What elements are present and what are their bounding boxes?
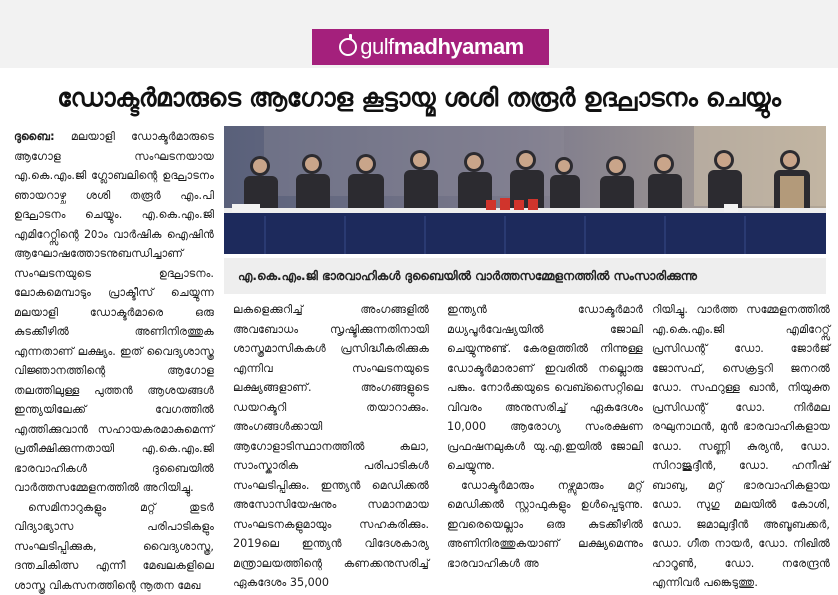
paragraph-6: റിയിച്ചു. വാർത്ത സമ്മേളനത്തിൽ എ.കെ.എം.ജി എമിറേറ്റ്സ് പ്രസിഡന്റ് ഡോ. ജോർജ് ജോസഫ്, സെക്രട്ടറി ജനറൽ ഡോ. സഫറുള്ള ഖാൻ, നിയുക്ത പ്രസിഡന്റ് ഡോ. നിർമല രഘുനാഥൻ, മുൻ ഭാരവാഹികളായ ഡോ. സണ്ണി കുര്യൻ, ഡോ. സിറാജുദ്ദീൻ, ഡോ. ഹനീഷ് ബാബു, മറ്റ് ഭാരവാഹികളായ ഡോ. സുഗു മലയിൽ കോശി, ഡോ. ജമാലുദ്ദീൻ അബൂബക്കർ, ഡോ. ഗീത നായർ, ഡോ. നിഖിൽ ഹാറൂൺ, ഡോ. നരേന്ദ്രൻ എന്നിവർ പങ്കെടുത്തു. bbox=[652, 300, 830, 593]
paragraph-4: ഇന്ത്യൻ ഡോക്ടർമാർ മധ്യപൂർവേഷ്യയിൽ ജോലി ചെയ്യുന്നുണ്ട്. കേരളത്തിൽ നിന്നുള്ള ഡോക്ടർമാരാണ് ഇവരിൽ നല്ലൊരു പങ്കും. നോർക്കയുടെ വെബ്സൈറ്റിലെ വിവരം അനുസരിച്ച് ഏകദേശം 10,000 ആരോഗ്യ സംരക്ഷണ പ്രഫഷനലുകൾ യു.എ.ഇയിൽ ജോലി ചെയ്യുന്നു. bbox=[447, 300, 643, 476]
paragraph-3: ലകളെക്കുറിച്ച് അംഗങ്ങളിൽ അവബോധം സൃഷ്ടിക്കുന്നതിനായി ശാസ്ത്രമാസികകൾ പ്രസിദ്ധീകരിക്കുക എന്നിവ സംഘടനയുടെ ലക്ഷ്യങ്ങളാണ്. അംഗങ്ങളുടെ ഡയറക്ടറി തയാറാക്കും. അംഗങ്ങൾക്കായി ആഗോളാടിസ്ഥാനത്തിൽ കലാ, സാംസ്കാരിക പരിപാടികൾ സംഘടിപ്പിക്കും. ഇന്ത്യൻ മെഡിക്കൽ അസോസിയേഷനും സമാനമായ സംഘടനകളുമായും സഹകരിക്കും. 2019ലെ ഇന്ത്യൻ വിദേശകാര്യ മന്ത്രാലയത്തിന്റെ കണക്കനുസരിച്ച് ഏകദേശം 35,000 bbox=[233, 300, 429, 593]
press-conference-image bbox=[224, 126, 826, 254]
logo-mark-icon bbox=[339, 38, 357, 56]
article-column-2 bbox=[233, 300, 429, 593]
article-column-4 bbox=[652, 300, 830, 593]
article-headline: ഡോക്ടർമാരുടെ ആഗോള കൂട്ടായ്മ ശശി തരൂർ ഉദ്ഘാടനം ചെയ്യും bbox=[0, 77, 838, 119]
gulf-madhyamam-logo[interactable] bbox=[312, 29, 549, 65]
article-column-3 bbox=[447, 300, 643, 573]
logo-prefix: gulf bbox=[360, 34, 393, 60]
paragraph-5: ഡോക്ടർമാരും നഴ്സുമാരും മറ്റ് മെഡിക്കൽ സ്റ്റാഫുകളും ഉൾപ്പെടുന്നു. ഇവരെയെല്ലാം ഒരു കുടക്കീഴിൽ അണിനിരത്തുകയാണ് ലക്ഷ്യമെന്നും ഭാരവാഹികൾ അ bbox=[447, 476, 643, 574]
article-column-1 bbox=[14, 127, 214, 595]
dateline: ദുബൈ: bbox=[14, 130, 55, 143]
press-conference-photo bbox=[224, 126, 826, 254]
photo-caption: എ.കെ.എം.ജി ഭാരവാഹികൾ ദുബൈയിൽ വാർത്തസമ്മേളനത്തിൽ സംസാരിക്കുന്നു bbox=[224, 258, 826, 294]
paragraph-1-text: മലയാളി ഡോക്ടർമാരുടെ ആഗോള സംഘടനയായ എ.കെ.എം.ജി ഗ്ലോബലിന്റെ ഉദ്ഘാടനം ഞായറാഴ്ച ശശി തരൂർ എം.പി ഉദ്ഘാടനം ചെയ്യും. എ.കെ.എം.ജി എമിറേറ്റ്സിന്റെ 20ാം വാർഷിക ഐഷിൻ ആഘോഷത്തോടനുബന്ധിച്ചാണ് സംഘടനയുടെ ഉദ്ഘാടനം. ലോകമെമ്പാടും പ്രാക്ടീസ് ചെയ്യുന്ന മലയാളി ഡോക്ടർമാരെ ഒരു കുടക്കീഴിൽ അണിനിരത്തുക എന്നതാണ് ലക്ഷ്യം. ഇത് വൈദ്യശാസ്ത്ര വിജ്ഞാനത്തിന്റെ ആഗോള തലത്തിലുള്ള പുത്തൻ ആശയങ്ങൾ ഇന്ത്യയിലേക്ക് വേഗത്തിൽ എത്തിക്കുവാൻ സഹായകരമാകുമെന്ന് പ്രതീക്ഷിക്കുന്നതായി എ.കെ.എം.ജി ഭാരവാഹികൾ ദുബൈയിൽ വാർത്തസമ്മേളനത്തിൽ അറിയിച്ചു. bbox=[14, 130, 214, 494]
paragraph-2: സെമിനാറുകളും മറ്റ് തുടർ വിദ്യാഭ്യാസ പരിപാടികളും സംഘടിപ്പിക്കുക, വൈദ്യശാസ്ത്ര, ദന്തചികിത്സ എന്നീ മേഖലകളിലെ ശാസ്ത്ര വികസനത്തിന്റെ നൂതന മേഖ bbox=[14, 498, 214, 595]
logo-name: madhyamam bbox=[394, 34, 524, 60]
paragraph-1 bbox=[14, 127, 214, 498]
